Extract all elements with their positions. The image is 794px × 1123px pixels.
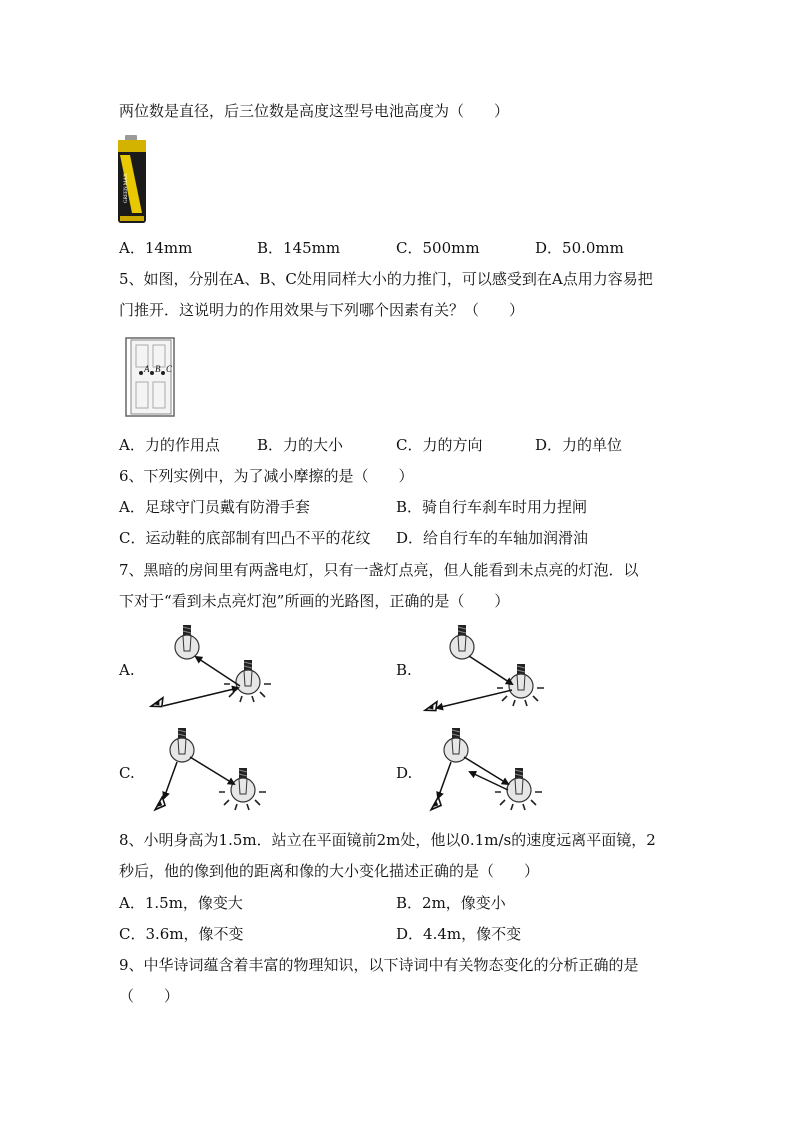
q5-stem-line1: 5、如图，分别在A、B、C处用同样大小的力推门，可以感受到在A点用力容易把 — [119, 270, 653, 288]
fig-c — [152, 728, 266, 812]
q6-option-b: B．骑自行车刹车时用力捏闸 — [396, 498, 588, 516]
q5-stem-line2: 门推开．这说明力的作用效果与下列哪个因素有关？（ ） — [119, 301, 525, 319]
q8-option-a: A．1.5m，像变大 — [119, 894, 243, 912]
q8-option-b: B．2m，像变小 — [396, 894, 506, 912]
q5-option-b: B．力的大小 — [257, 436, 344, 454]
fig-d — [428, 728, 542, 812]
door-label-c: C — [166, 364, 173, 374]
q8-stem-line2: 秒后，他的像到他的距离和像的大小变化描述正确的是（ ） — [119, 862, 540, 880]
q6-option-a: A．足球守门员戴有防滑手套 — [119, 498, 310, 516]
q7-stem-line2: 下对于“看到未点亮灯泡”所画的光路图，正确的是（ ） — [119, 592, 510, 610]
q6-option-c: C．运动鞋的底部制有凹凸不平的花纹 — [119, 529, 371, 547]
q6-option-d: D．给自行车的车轴加润滑油 — [396, 529, 589, 547]
q8-stem-line1: 8、小明身高为1.5m．站立在平面镜前2m处，他以0.1m/s的速度远离平面镜，2 — [119, 831, 656, 849]
q4-option-b: B．145mm — [257, 239, 341, 257]
q8-option-c: C．3.6m，像不变 — [119, 925, 244, 943]
fig-a — [150, 625, 271, 710]
q5-option-d: D．力的单位 — [535, 436, 623, 454]
door-label-b: B — [155, 364, 161, 374]
q7-figure-label-d: D. — [396, 764, 413, 782]
q4-stem-tail: 两位数是直径，后三位数是高度这型号电池高度为（ ） — [119, 102, 510, 120]
q8-option-d: D．4.4m，像不变 — [396, 925, 522, 943]
q6-stem: 6、下列实例中，为了减小摩擦的是（ ） — [119, 467, 414, 485]
q4-option-a: A．14mm — [119, 239, 193, 257]
q5-option-c: C．力的方向 — [396, 436, 483, 454]
q7-figure-label-a: A. — [119, 661, 135, 679]
q7-figure-label-c: C. — [119, 764, 135, 782]
q7-figure-label-b: B. — [396, 661, 412, 679]
q5-option-a: A．力的作用点 — [119, 436, 220, 454]
q4-option-d: D．50.0mm — [535, 239, 624, 257]
fig-b — [424, 625, 544, 714]
q7-stem-line1: 7、黑暗的房间里有两盏电灯，只有一盏灯点亮，但人能看到未点亮的灯泡．以 — [119, 561, 639, 579]
battery-label: GREEN MAX — [124, 173, 129, 203]
q4-option-c: C．500mm — [396, 239, 480, 257]
door-label-a: A — [144, 364, 150, 374]
q9-stem-line1: 9、中华诗词蕴含着丰富的物理知识，以下诗词中有关物态变化的分析正确的是 — [119, 956, 639, 974]
q9-stem-line2: （ ） — [119, 987, 180, 1005]
